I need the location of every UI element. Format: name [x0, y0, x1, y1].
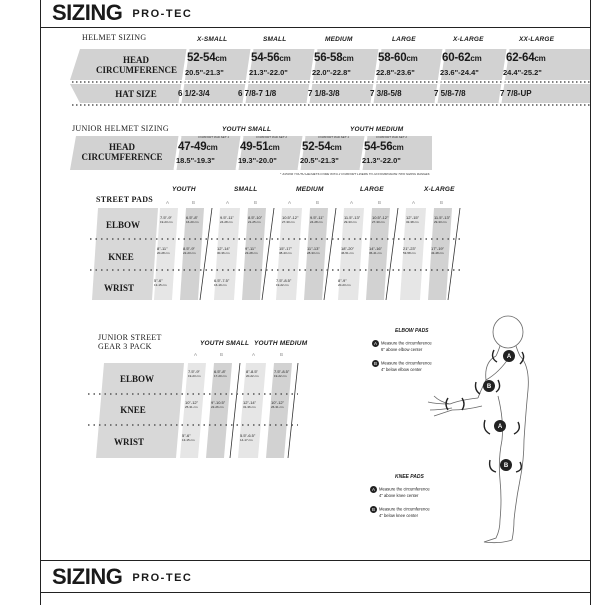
svg-text:B: B: [503, 463, 509, 469]
junior-in-3: 20.5"-21.3": [300, 156, 339, 165]
junior-cell-cm: 13-15 cm: [182, 438, 195, 442]
junior-cell-inches: 7.5"-8.5": [274, 369, 290, 374]
junior-cell-cm: 20-22 cm: [246, 374, 259, 378]
junior-cm-4: 54-56cm: [364, 141, 404, 153]
street-ab-label: B: [378, 200, 382, 205]
junior-cell-inches: 9"-10.5": [211, 400, 226, 405]
junior-cell: [271, 400, 284, 410]
svg-text:B: B: [486, 384, 492, 390]
junior-helmet-title: JUNIOR HELMET SIZING: [72, 124, 169, 133]
junior-in-1: 18.5"-19.3": [176, 156, 215, 165]
street-ab-label: A: [412, 200, 416, 205]
street-cell: [338, 278, 351, 288]
street-cell: [245, 246, 258, 256]
junior-cell: [185, 400, 198, 410]
footer-protec-logo: PRO-TEC: [132, 572, 193, 584]
street-size-xlarge: X-LARGE: [424, 186, 455, 193]
street-row-elbow: ELBOW: [105, 220, 140, 230]
street-cell-inches: 9"-11": [245, 246, 256, 251]
hat-size-xsmall: 6 1/2-3/4: [178, 89, 210, 98]
street-cell-cm: 16-20 cm: [186, 220, 199, 224]
street-cell-cm: 38-43 cm: [279, 251, 292, 255]
junior-cell-inches: 7.5"-9": [188, 369, 200, 374]
street-ab-label: A: [350, 200, 354, 205]
junior-cell-inches: 5.5"-6.5": [240, 433, 256, 438]
helmet-size-large: LARGE: [392, 36, 416, 43]
street-cell: [214, 278, 229, 288]
street-cell-cm: 32-38 cm: [406, 220, 419, 224]
street-cell-inches: 7.5"-9": [160, 215, 172, 220]
junior-street-title-line1: JUNIOR STREET: [98, 333, 162, 342]
junior-cell-cm: 26-31 cm: [271, 405, 284, 409]
knee-legend-a: A Measure the circumference 4" above knee center: [371, 486, 430, 498]
street-row-wrist: WRIST: [103, 283, 134, 293]
svg-text:A: A: [506, 354, 512, 360]
junior-cell-cm: 22-26 cm: [211, 405, 224, 409]
street-cell: [431, 246, 444, 256]
sizing-title: SIZING: [52, 0, 123, 25]
street-cell-inches: 6.5"-7.5": [214, 278, 230, 283]
helmet-size-xsmall: X-SMALL: [197, 36, 228, 43]
junior-street-title: [98, 333, 162, 351]
street-cell: [403, 246, 416, 256]
measure-mark-letters: [487, 354, 512, 469]
street-cell: [248, 215, 262, 225]
street-cell-inches: 5"-6": [154, 278, 163, 283]
street-ab-label: B: [254, 200, 258, 205]
street-cell-inches: 10.5"-12": [282, 215, 299, 220]
helmet-size-small: SMALL: [263, 36, 287, 43]
junior-pad-note-2: COMFORT PAD SET 2: [256, 135, 288, 139]
street-ab-label: A: [288, 200, 292, 205]
junior-group-youth-small: YOUTH SMALL: [222, 126, 272, 133]
street-cell: [279, 246, 292, 256]
street-row-knee: KNEE: [108, 252, 134, 262]
junior-in-2: 19.3"-20.0": [238, 156, 277, 165]
junior-cell-cm: 25-31 cm: [185, 405, 198, 409]
knee-pads-legend-title: KNEE PADS: [395, 474, 424, 480]
street-cell-inches: 11"-13": [307, 246, 320, 251]
helmet-head-label: [96, 55, 176, 75]
helmet-in-small: 21.3"-22.0": [249, 68, 288, 77]
street-cell-cm: 30-36 cm: [217, 251, 230, 255]
helmet-cm-large: 58-60cm: [378, 52, 418, 64]
junior-pad-note-4: COMFORT PAD SET 2: [376, 135, 408, 139]
street-cell-inches: 8.5"-10": [248, 215, 263, 220]
hat-size-large: 7 3/8-5/8: [370, 89, 402, 98]
street-cell-inches: 15"-17": [279, 246, 293, 251]
street-cell-inches: 18"-20": [341, 246, 355, 251]
junior-cell-inches: 8"-8.5": [246, 369, 258, 374]
street-cell-inches: 14"-16": [369, 246, 383, 251]
street-cell-inches: 21"-23": [403, 246, 417, 251]
street-ab-label: B: [440, 200, 444, 205]
legend-a-icon: A: [373, 341, 377, 346]
junior-row-elbow: ELBOW: [119, 374, 154, 384]
street-cell-cm: 46-51 cm: [341, 251, 354, 255]
junior-pad-note-1: COMFORT PAD SET 1: [198, 135, 230, 139]
junior-cell-inches: 10"-12": [185, 400, 199, 405]
street-size-youth: YOUTH: [172, 186, 196, 193]
junior-cm-3: 52-54cm: [302, 141, 342, 153]
street-cell: [434, 215, 450, 225]
street-cell: [282, 215, 298, 225]
street-cell-cm: 21-25 cm: [248, 220, 261, 224]
junior-helmet-footnote: * JUNIOR YOUTH HELMETS COME WITH 2 COMFORT LINERS TO ACCOMMODATE TWO SIZING RANGES: [280, 172, 430, 176]
street-cell-inches: 10.5"-12": [372, 215, 389, 220]
junior-row-wrist: WRIST: [113, 437, 144, 447]
street-cell-cm: 27-30 cm: [372, 220, 385, 224]
street-cell-cm: 24-28 cm: [220, 220, 233, 224]
junior-cm-1: 47-49cm: [178, 141, 218, 153]
junior-cell-cm: 14-17 cm: [240, 438, 253, 442]
junior-cell: [214, 369, 227, 379]
hat-size-xxlarge: 7 7/8-UP: [500, 89, 532, 98]
hat-size-xlarge: 7 5/8-7/8: [434, 89, 466, 98]
junior-cell: [240, 433, 255, 443]
helmet-size-xlarge: X-LARGE: [453, 36, 484, 43]
street-cell: [344, 215, 360, 225]
helmet-head-label-line2: CIRCUMFERENCE: [96, 65, 177, 75]
junior-street-group-medium: YOUTH MEDIUM: [254, 340, 308, 347]
helmet-cm-xlarge: 60-62cm: [442, 52, 482, 64]
street-cell-inches: 7.5"-8.5": [276, 278, 292, 283]
street-cell: [154, 278, 167, 288]
street-cell: [307, 246, 320, 256]
street-cell-inches: 8"-11": [157, 246, 168, 251]
street-cell: [341, 246, 354, 256]
protec-logo: PRO-TEC: [132, 8, 193, 20]
street-cell: [220, 215, 234, 225]
street-cell-cm: 13-15 cm: [154, 283, 167, 287]
street-cell-inches: 9.5"-11": [310, 215, 324, 220]
street-cell-inches: 17"-19": [431, 246, 445, 251]
street-cell: [406, 215, 419, 225]
body-illustration: [428, 316, 528, 543]
street-size-small: SMALL: [234, 186, 258, 193]
helmet-cm-xsmall: 52-54cm: [187, 52, 227, 64]
hat-size-medium: 7 1/8-3/8: [308, 89, 340, 98]
legend-b-icon: B: [373, 361, 377, 366]
helmet-hat-label: HAT SIZE: [115, 89, 157, 99]
knee-legend-b: B Measure the circumference 4" below knee center: [371, 506, 430, 518]
street-cell: [372, 215, 388, 225]
elbow-legend-b: B Measure the circumference 4" below elbow center: [373, 360, 432, 372]
helmet-cm-medium: 56-58cm: [314, 52, 354, 64]
measure-arrows: [446, 350, 524, 472]
street-cell-cm: 20-28 cm: [157, 251, 170, 255]
hat-size-small: 6 7/8-7 1/8: [238, 89, 277, 98]
street-ab-label: A: [166, 200, 170, 205]
street-cell-inches: 9.5"-11": [220, 215, 234, 220]
helmet-in-xsmall: 20.5"-21.3": [185, 68, 224, 77]
junior-cell-cm: 19-22 cm: [274, 374, 287, 378]
street-cell-inches: 12"-15": [406, 215, 420, 220]
junior-cell: [182, 433, 195, 443]
junior-head-label: [76, 142, 168, 162]
helmet-in-xxlarge: 24.4"-25.2": [503, 68, 542, 77]
junior-street-group-small: YOUTH SMALL: [200, 340, 250, 347]
helmet-in-medium: 22.0"-22.8": [312, 68, 351, 77]
street-cell-cm: 22-23 cm: [183, 251, 196, 255]
elbow-pads-legend-title: ELBOW PADS: [395, 328, 429, 334]
street-cell: [369, 246, 382, 256]
street-cell: [186, 215, 199, 225]
street-cell-cm: 29-33 cm: [344, 220, 357, 224]
junior-pad-note-3: COMFORT PAD SET 1: [318, 135, 350, 139]
helmet-head-label-line1: HEAD: [122, 55, 149, 65]
street-cell: [183, 246, 196, 256]
street-cell-cm: 43-48 cm: [431, 251, 444, 255]
street-ab-label: B: [316, 200, 320, 205]
junior-cell-inches: 5"-6": [182, 433, 191, 438]
street-cell-cm: 19-23 cm: [160, 220, 173, 224]
junior-street-title-line2: GEAR 3 PACK: [98, 342, 152, 351]
junior-head-label-line1: HEAD: [108, 142, 135, 152]
junior-cell: [211, 400, 225, 410]
street-cell-cm: 53-58 cm: [403, 251, 416, 255]
street-cell-cm: 28-33 cm: [307, 251, 320, 255]
junior-cell-inches: 10"-12": [271, 400, 285, 405]
junior-cell: [246, 369, 259, 379]
street-cell-inches: 12"-14": [217, 246, 231, 251]
street-cell-cm: 19-22 cm: [276, 283, 289, 287]
street-cell-inches: 6.5"-8": [186, 215, 198, 220]
street-cell-cm: 29-33 cm: [434, 220, 447, 224]
helmet-section-title: HELMET SIZING: [82, 33, 147, 42]
street-pads-title: STREET PADS: [96, 195, 154, 204]
junior-row-knee: KNEE: [120, 405, 146, 415]
junior-ab-label: B: [220, 352, 224, 357]
street-cell-inches: 8.5"-9": [183, 246, 195, 251]
street-cell-cm: 27-30 cm: [282, 220, 295, 224]
junior-cell-inches: 12"-14": [243, 400, 257, 405]
street-cell-cm: 36-41 cm: [369, 251, 382, 255]
legend-a-icon: A: [371, 487, 375, 492]
junior-ab-label: A: [252, 352, 256, 357]
helmet-cm-xxlarge: 62-64cm: [506, 52, 546, 64]
junior-cell: [243, 400, 256, 410]
street-cell-cm: 24-28 cm: [310, 220, 323, 224]
street-cell-inches: 11.5"-13": [434, 215, 451, 220]
junior-in-4: 21.3"-22.0": [362, 156, 401, 165]
junior-ab-label: B: [280, 352, 284, 357]
street-ab-label: B: [192, 200, 196, 205]
street-cell: [217, 246, 230, 256]
junior-ab-label: A: [194, 352, 198, 357]
legend-b-icon: B: [371, 507, 375, 512]
street-cell-inches: 11.5"-13": [344, 215, 361, 220]
footer-title: [52, 564, 192, 590]
measure-marks: [483, 350, 515, 471]
junior-group-youth-medium: YOUTH MEDIUM: [350, 126, 404, 133]
footer-divider-top: [40, 560, 590, 561]
junior-cell: [188, 369, 201, 379]
junior-cell: [274, 369, 289, 379]
elbow-legend-a: A Measure the circumference 6" above elbow center: [373, 340, 432, 352]
street-size-large: LARGE: [360, 186, 384, 193]
street-cell-inches: 8"-9": [338, 278, 347, 283]
junior-head-label-line2: CIRCUMFERENCE: [81, 152, 163, 162]
helmet-size-medium: MEDIUM: [325, 36, 353, 43]
footer-divider-bottom: [40, 592, 590, 593]
street-ab-label: A: [226, 200, 230, 205]
footer-sizing-title: SIZING: [52, 564, 123, 589]
helmet-in-large: 22.8"-23.6": [376, 68, 415, 77]
street-cell-cm: 23-28 cm: [245, 251, 258, 255]
street-size-medium: MEDIUM: [296, 186, 324, 193]
street-cell-cm: 16-19 cm: [214, 283, 227, 287]
junior-cell-inches: 6.5"-8": [214, 369, 226, 374]
street-cell: [310, 215, 324, 225]
street-cell: [160, 215, 173, 225]
street-cell-cm: 20-23 cm: [338, 283, 351, 287]
helmet-size-xxlarge: XX-LARGE: [519, 36, 555, 43]
junior-cell-cm: 31-36 cm: [243, 405, 256, 409]
helmet-cm-small: 54-56cm: [251, 52, 291, 64]
junior-cell-cm: 19-23 cm: [188, 374, 201, 378]
junior-cell-cm: 17-20 cm: [214, 374, 227, 378]
street-cell: [157, 246, 170, 256]
svg-text:A: A: [497, 424, 503, 430]
junior-cm-2: 49-51cm: [240, 141, 280, 153]
helmet-in-xlarge: 23.6"-24.4": [440, 68, 479, 77]
street-cell: [276, 278, 291, 288]
